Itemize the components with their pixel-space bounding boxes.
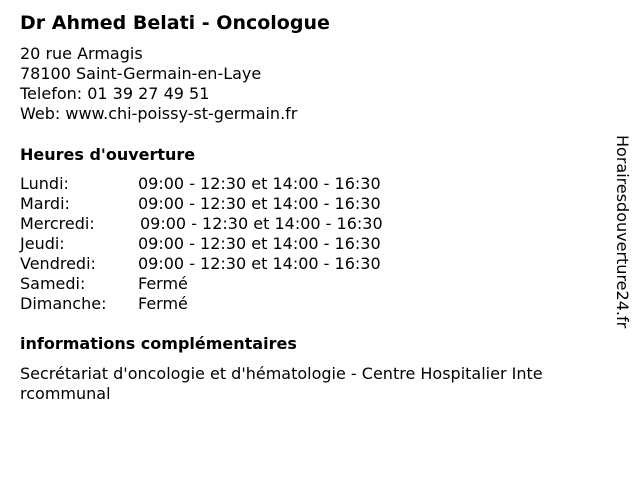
address-block [20, 44, 297, 124]
page-title: Dr Ahmed Belati - Oncologue [20, 12, 330, 34]
site-watermark: Horairesdouverture24.fr [613, 135, 632, 329]
day-hours: Fermé [138, 274, 188, 293]
day-hours: 09:00 - 12:30 et 14:00 - 16:30 [138, 254, 381, 273]
day-hours: 09:00 - 12:30 et 14:00 - 16:30 [138, 194, 381, 213]
day-label: Mardi: [20, 194, 70, 213]
day-hours: Fermé [138, 294, 188, 313]
phone-number: Telefon: 01 39 27 49 51 [20, 84, 210, 103]
day-hours: 09:00 - 12:30 et 14:00 - 16:30 [138, 234, 381, 253]
address-street: 20 rue Armagis [20, 44, 143, 63]
day-label: Dimanche: [20, 294, 107, 313]
day-hours: 09:00 - 12:30 et 14:00 - 16:30 [138, 174, 381, 193]
website: Web: www.chi-poissy-st-germain.fr [20, 104, 298, 123]
day-label: Samedi: [20, 274, 86, 293]
day-label: Lundi: [20, 174, 69, 193]
opening-hours-heading: Heures d'ouverture [20, 145, 196, 164]
additional-info-text: Secrétariat d'oncologie et d'hématologie - Centre Hospitalier Intercommunal [20, 364, 543, 403]
address-city: 78100 Saint-Germain-en-Laye [20, 64, 262, 83]
day-label: Vendredi: [20, 254, 96, 273]
additional-info-heading: informations complémentaires [20, 334, 297, 353]
day-hours: 09:00 - 12:30 et 14:00 - 16:30 [140, 214, 383, 233]
day-label: Jeudi: [20, 234, 65, 253]
day-label: Mercredi: [20, 214, 95, 233]
